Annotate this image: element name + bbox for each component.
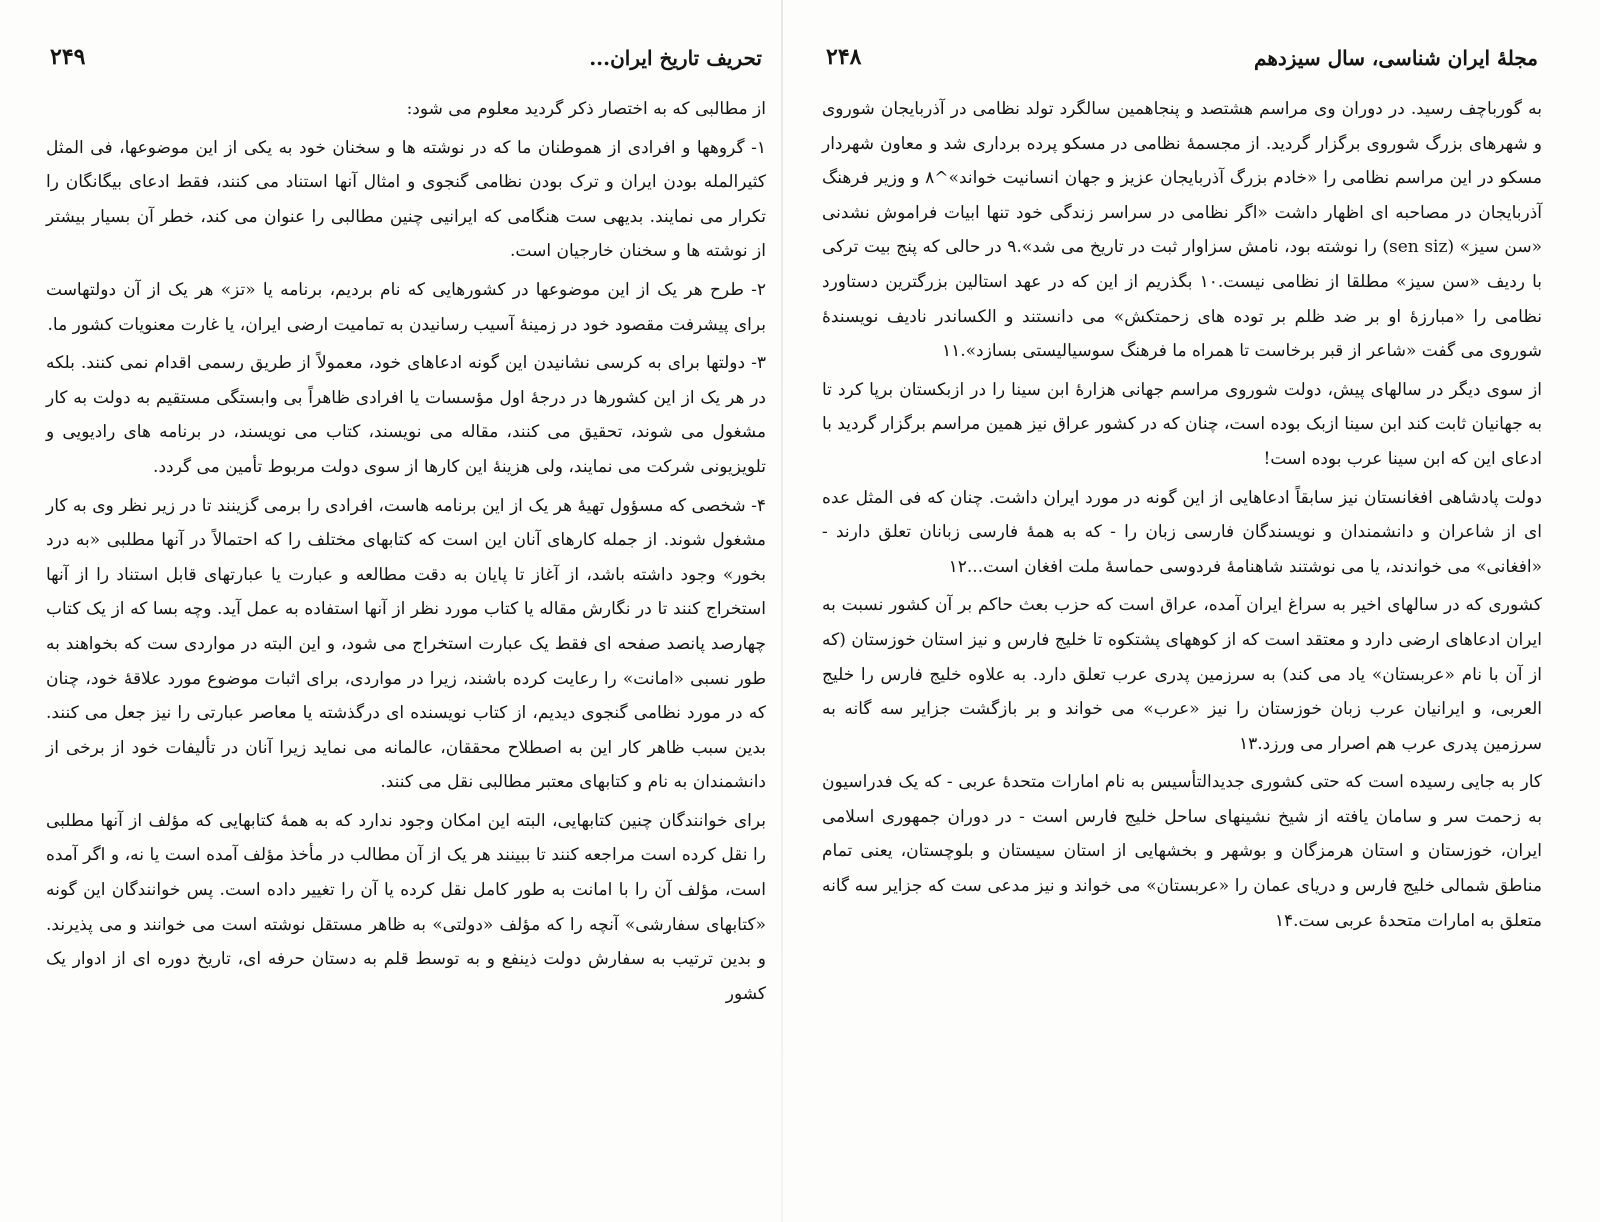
paragraph: از مطالبی که به اختصار ذکر گردید معلوم می شود: [406, 99, 766, 119]
left-page [46, 26, 766, 1206]
paragraph: ۱- گروهها و افرادی از هموطنان ما که در نوشته ها و سخنان خود به یکی از این موضوعها، فی المثل کثیرالمله بودن ایران و ترک بودن نظامی گنجوی و امثال آنها استناد می کنند، فقط ادعای بیگانگان را تکرار می نمایند. بدیهی ست هنگامی که ایرانیی چنین مطالبی را عنوان می کند، خطر آن بسیار بیشتر از نوشته ها و سخنان خارجیان است. [46, 137, 766, 262]
paragraph: برای خوانندگان چنین کتابهایی، البته این امکان وجود ندارد که به همهٔ کتابهایی که مؤلف از آنها مطلبی را نقل کرده است مراجعه کنند تا ببینند هر یک از آن مطالب در مأخذ مؤلف آمده است یا نه، و اگر آمده است، مؤلف آن را با امانت به طور کامل نقل کرده یا آن را تغییر داده است. پس خوانندگان این گونه «کتابهای سفارشی» آنچه را که مؤلف «دولتی» به ظاهر مستقل نوشته است می خوانند و می پذیرند. و بدین ترتیب به سفارش دولت ذینفع و به توسط قلم به دستان حرفه ای، تاریخ دوره ای از ادوار یک کشور [46, 810, 766, 1004]
left-page-body [46, 92, 766, 1011]
paragraph: کشوری که در سالهای اخیر به سراغ ایران آمده، عراق است که حزب بعث حاکم بر آن کشور نسبت به ایران ادعاهای ارضی دارد و معتقد است که از کوههای پشتکوه تا خلیج فارس و نیز استان خوزستان (که از آن با نام «عربستان» یاد می کند) به سرزمین پدری عرب تعلق دارد. به علاوه خلیج فارس را خلیج العربی، و ایرانیان عرب زبان خوزستان را نیز «عرب» می خواند و بر بازگشت جزایر سه گانه به سرزمین پدری عرب هم اصرار می ورزد.۱۳ [822, 595, 1542, 754]
paragraph: دولت پادشاهی افغانستان نیز سابقاً ادعاهایی از این گونه در مورد ایران داشت. چنان که فی المثل عده ای از شاعران و دانشمندان و نویسندگان فارسی زبان را - که به همهٔ فارسی زبانان تعلق دارند - «افغانی» می خواندند، یا می نوشتند شاهنامهٔ فردوسی حماسهٔ ملت افغان است...۱۲ [822, 487, 1542, 577]
running-title: مجلهٔ ایران شناسی، سال سیزدهم [1254, 46, 1538, 70]
running-title: تحریف تاریخ ایران... [589, 46, 762, 70]
book-gutter [781, 0, 783, 1222]
paragraph: ۲- طرح هر یک از این موضوعها در کشورهایی که نام بردیم، برنامه یا «تز» هر یک از آن دولتهاست برای پیشرفت مقصود خود در زمینهٔ آسیب رسانیدن به تمامیت ارضی ایران، یا غارت معنویات کشور ما. [46, 279, 766, 335]
right-page-header [822, 26, 1542, 70]
right-page-body [822, 92, 1542, 938]
page-number: ۲۴۹ [50, 44, 86, 70]
paragraph: کار به جایی رسیده است که حتی کشوری جدیدالتأسیس به نام امارات متحدهٔ عربی - که یک فدراسیون به زحمت سر و سامان یافته از شیخ نشینهای ساحل خلیج فارس است - در دوران جمهوری اسلامی ایران، خوزستان و استان هرمزگان و بوشهر و بخشهایی از استان سیستان و بلوچستان، یعنی تمام مناطق شمالی خلیج فارس و دریای عمان را «عربستان» می خواند و نیز مدعی ست که جزایر سه گانه متعلق به امارات متحدهٔ عربی ست.۱۴ [822, 772, 1542, 931]
right-page [822, 26, 1542, 1206]
page-number: ۲۴۸ [826, 44, 862, 70]
paragraph: ۴- شخصی که مسؤول تهیهٔ هر یک از این برنامه هاست، افرادی را برمی گزینند تا در زیر نظر وی به کار مشغول شوند. از جمله کارهای آنان این است که کتابهای مختلف را که احتمالاً در آنها مطلبی «به درد بخور» وجود داشته باشد، از آغاز تا پایان به دقت مطالعه و عبارت یا عبارتهای قابل استناد را از آنها استخراج کنند تا در نگارش مقاله یا کتاب مورد نظر از آنها استفاده به عمل آید. وچه بسا که از یک کتاب چهارصد پانصد صفحه ای فقط یک عبارت استخراج می شود، و این البته در مواردی ست که بخواهند به طور نسبی «امانت» را رعایت کرده باشند، زیرا در مواردی، برای اثبات موضوع مورد علاقهٔ خود، چنان که در مورد نظامی گنجوی دیدیم، از کتاب نویسنده ای درگذشته یا معاصر عبارتی را نیز جعل می کنند. بدین سبب ظاهر کار این به اصطلاح محققان، عالمانه می نماید زیرا آنان در تألیفات خود از برخی از دانشمندان به نام و کتابهای معتبر مطالبی نقل می کنند. [46, 495, 766, 793]
paragraph: ۳- دولتها برای به کرسی نشانیدن این گونه ادعاهای خود، معمولاً از طریق رسمی اقدام نمی کنند. بلکه در هر یک از این کشورها در درجهٔ اول مؤسسات یا افرادی ظاهراً بی وابستگی مستقیم به دولت به کار مشغول می شوند، تحقیق می کنند، مقاله می نویسند، کتاب می نویسند، در برنامه های رادیویی و تلویزیونی شرکت می نمایند، ولی هزینهٔ این کارها از سوی دولت مربوط تأمین می گردد. [46, 353, 766, 477]
paragraph: به گورباچف رسید. در دوران وی مراسم هشتصد و پنجاهمین سالگرد تولد نظامی در آذربایجان شوروی و شهرهای بزرگ شوروی برگزار گردید. از مجسمهٔ نظامی در مسکو پرده برداری شد و معاون شهردار مسکو در این مراسم نظامی را «خادم بزرگ آذربایجان عزیز و جهان انسانیت خواند»^۸ و وزیر فرهنگ آذربایجان در مصاحبه ای اظهار داشت «اگر نظامی در سراسر زندگی خود تنها ابیات فراموش نشدنی «سن سیز» (sen siz) را نوشته بود، نامش سزاوار ثبت در تاریخ می شد».۹ در حالی که پنج بیت ترکی با ردیف «سن سیز» مطلقا از نظامی نیست.۱۰ بگذریم از این که در عهد استالین بزرگترین دستاورد نظامی را «مبارزهٔ او بر ضد ظلم بر توده های زحمتکش» می دانستند و الکساندر نادیف نویسندهٔ شوروی می گفت «شاعر از قبر برخاست تا همراه ما فرهنگ سوسیالیستی بسازد».۱۱ [822, 99, 1543, 362]
left-page-header [46, 26, 766, 70]
paragraph: از سوی دیگر در سالهای پیش، دولت شوروی مراسم جهانی هزارهٔ ابن سینا را در ازبکستان برپا کرد تا به جهانیان ثابت کند ابن سینا ازبک بوده است، چنان که در کشور عراق نیز همین مراسم برگزار گردید با ادعای این که ابن سینا عرب بوده است! [822, 379, 1542, 469]
